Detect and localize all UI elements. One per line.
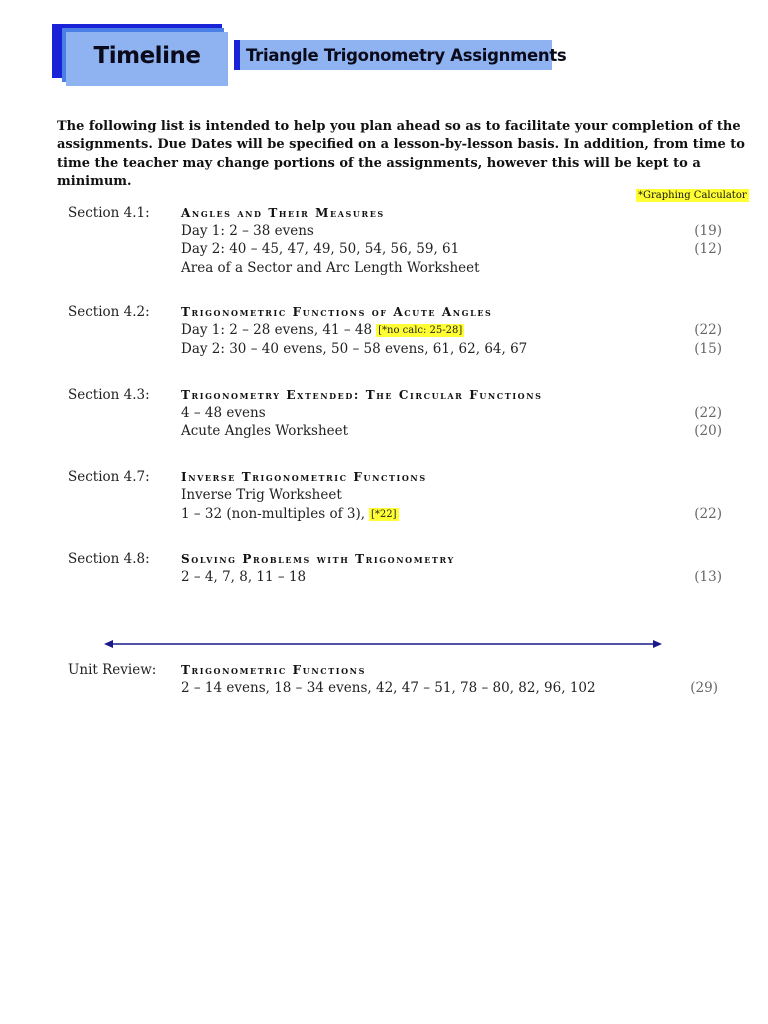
arrow-left-icon (104, 640, 113, 648)
assignment-line: Day 2: 40 – 45, 47, 49, 50, 54, 56, 59, 61 (181, 241, 460, 257)
problem-count: (15) (694, 341, 722, 357)
double-arrow-divider (104, 637, 662, 651)
section-title: Inverse Trigonometric Functions (181, 470, 427, 484)
section-title: Solving Problems with Trigonometry (181, 552, 455, 566)
section-label: Section 4.2: (68, 304, 150, 320)
problem-count: (22) (694, 322, 722, 338)
assignment-line: Acute Angles Worksheet (181, 423, 349, 439)
section-title: Trigonometry Extended: The Circular Functions (181, 388, 543, 402)
problem-count: (20) (694, 423, 722, 439)
assignment-text: Day 1: 2 – 28 evens, 41 – 48 (181, 322, 373, 338)
assignment-line: 4 – 48 evens (181, 405, 266, 421)
assignment-line: Inverse Trig Worksheet (181, 487, 342, 503)
assignment-line: Area of a Sector and Arc Length Worksheet (181, 260, 480, 276)
arrow-right-icon (653, 640, 662, 648)
section-title: Trigonometric Functions (181, 663, 366, 677)
assignment-line: Day 1: 2 – 38 evens (181, 223, 314, 239)
banner-title: Triangle Trigonometry Assignments (234, 40, 552, 70)
assignment-line (181, 322, 464, 338)
section-label: Unit Review: (68, 662, 157, 678)
assignment-line: Day 2: 30 – 40 evens, 50 – 58 evens, 61, 62, 64, 67 (181, 341, 528, 357)
problem-count: (29) (690, 680, 718, 696)
assignment-line (181, 506, 399, 522)
page-title: Timeline (93, 43, 201, 69)
assignment-line: 2 – 4, 7, 8, 11 – 18 (181, 569, 307, 585)
problem-count: (22) (694, 405, 722, 421)
problem-count: (13) (694, 569, 722, 585)
assignment-line: 2 – 14 evens, 18 – 34 evens, 42, 47 – 51, 78 – 80, 82, 96, 102 (181, 680, 596, 696)
section-label: Section 4.3: (68, 387, 150, 403)
problem-count: (19) (694, 223, 722, 239)
assignment-text: 1 – 32 (non-multiples of 3), (181, 506, 366, 522)
intro-paragraph: The following list is intended to help you plan ahead so as to facilitate your completion of the assignments. Due Dates will be specified on a lesson-by-lesson basis. In addition, from time to time the teacher may change portions of the assignments, however this will be kept to a minimum. (57, 119, 745, 189)
section-label: Section 4.8: (68, 551, 150, 567)
section-title: Angles and Their Measures (181, 206, 385, 220)
graphing-calculator-note: *Graphing Calculator (638, 190, 747, 201)
no-calc-highlight: [*no calc: 25-28] (378, 325, 463, 336)
section-label: Section 4.1: (68, 205, 150, 221)
section-title: Trigonometric Functions of Acute Angles (181, 305, 493, 319)
problem-count: (12) (694, 241, 722, 257)
problem-count: (22) (694, 506, 722, 522)
calc-highlight: [*22] (371, 509, 397, 520)
section-label: Section 4.7: (68, 469, 150, 485)
